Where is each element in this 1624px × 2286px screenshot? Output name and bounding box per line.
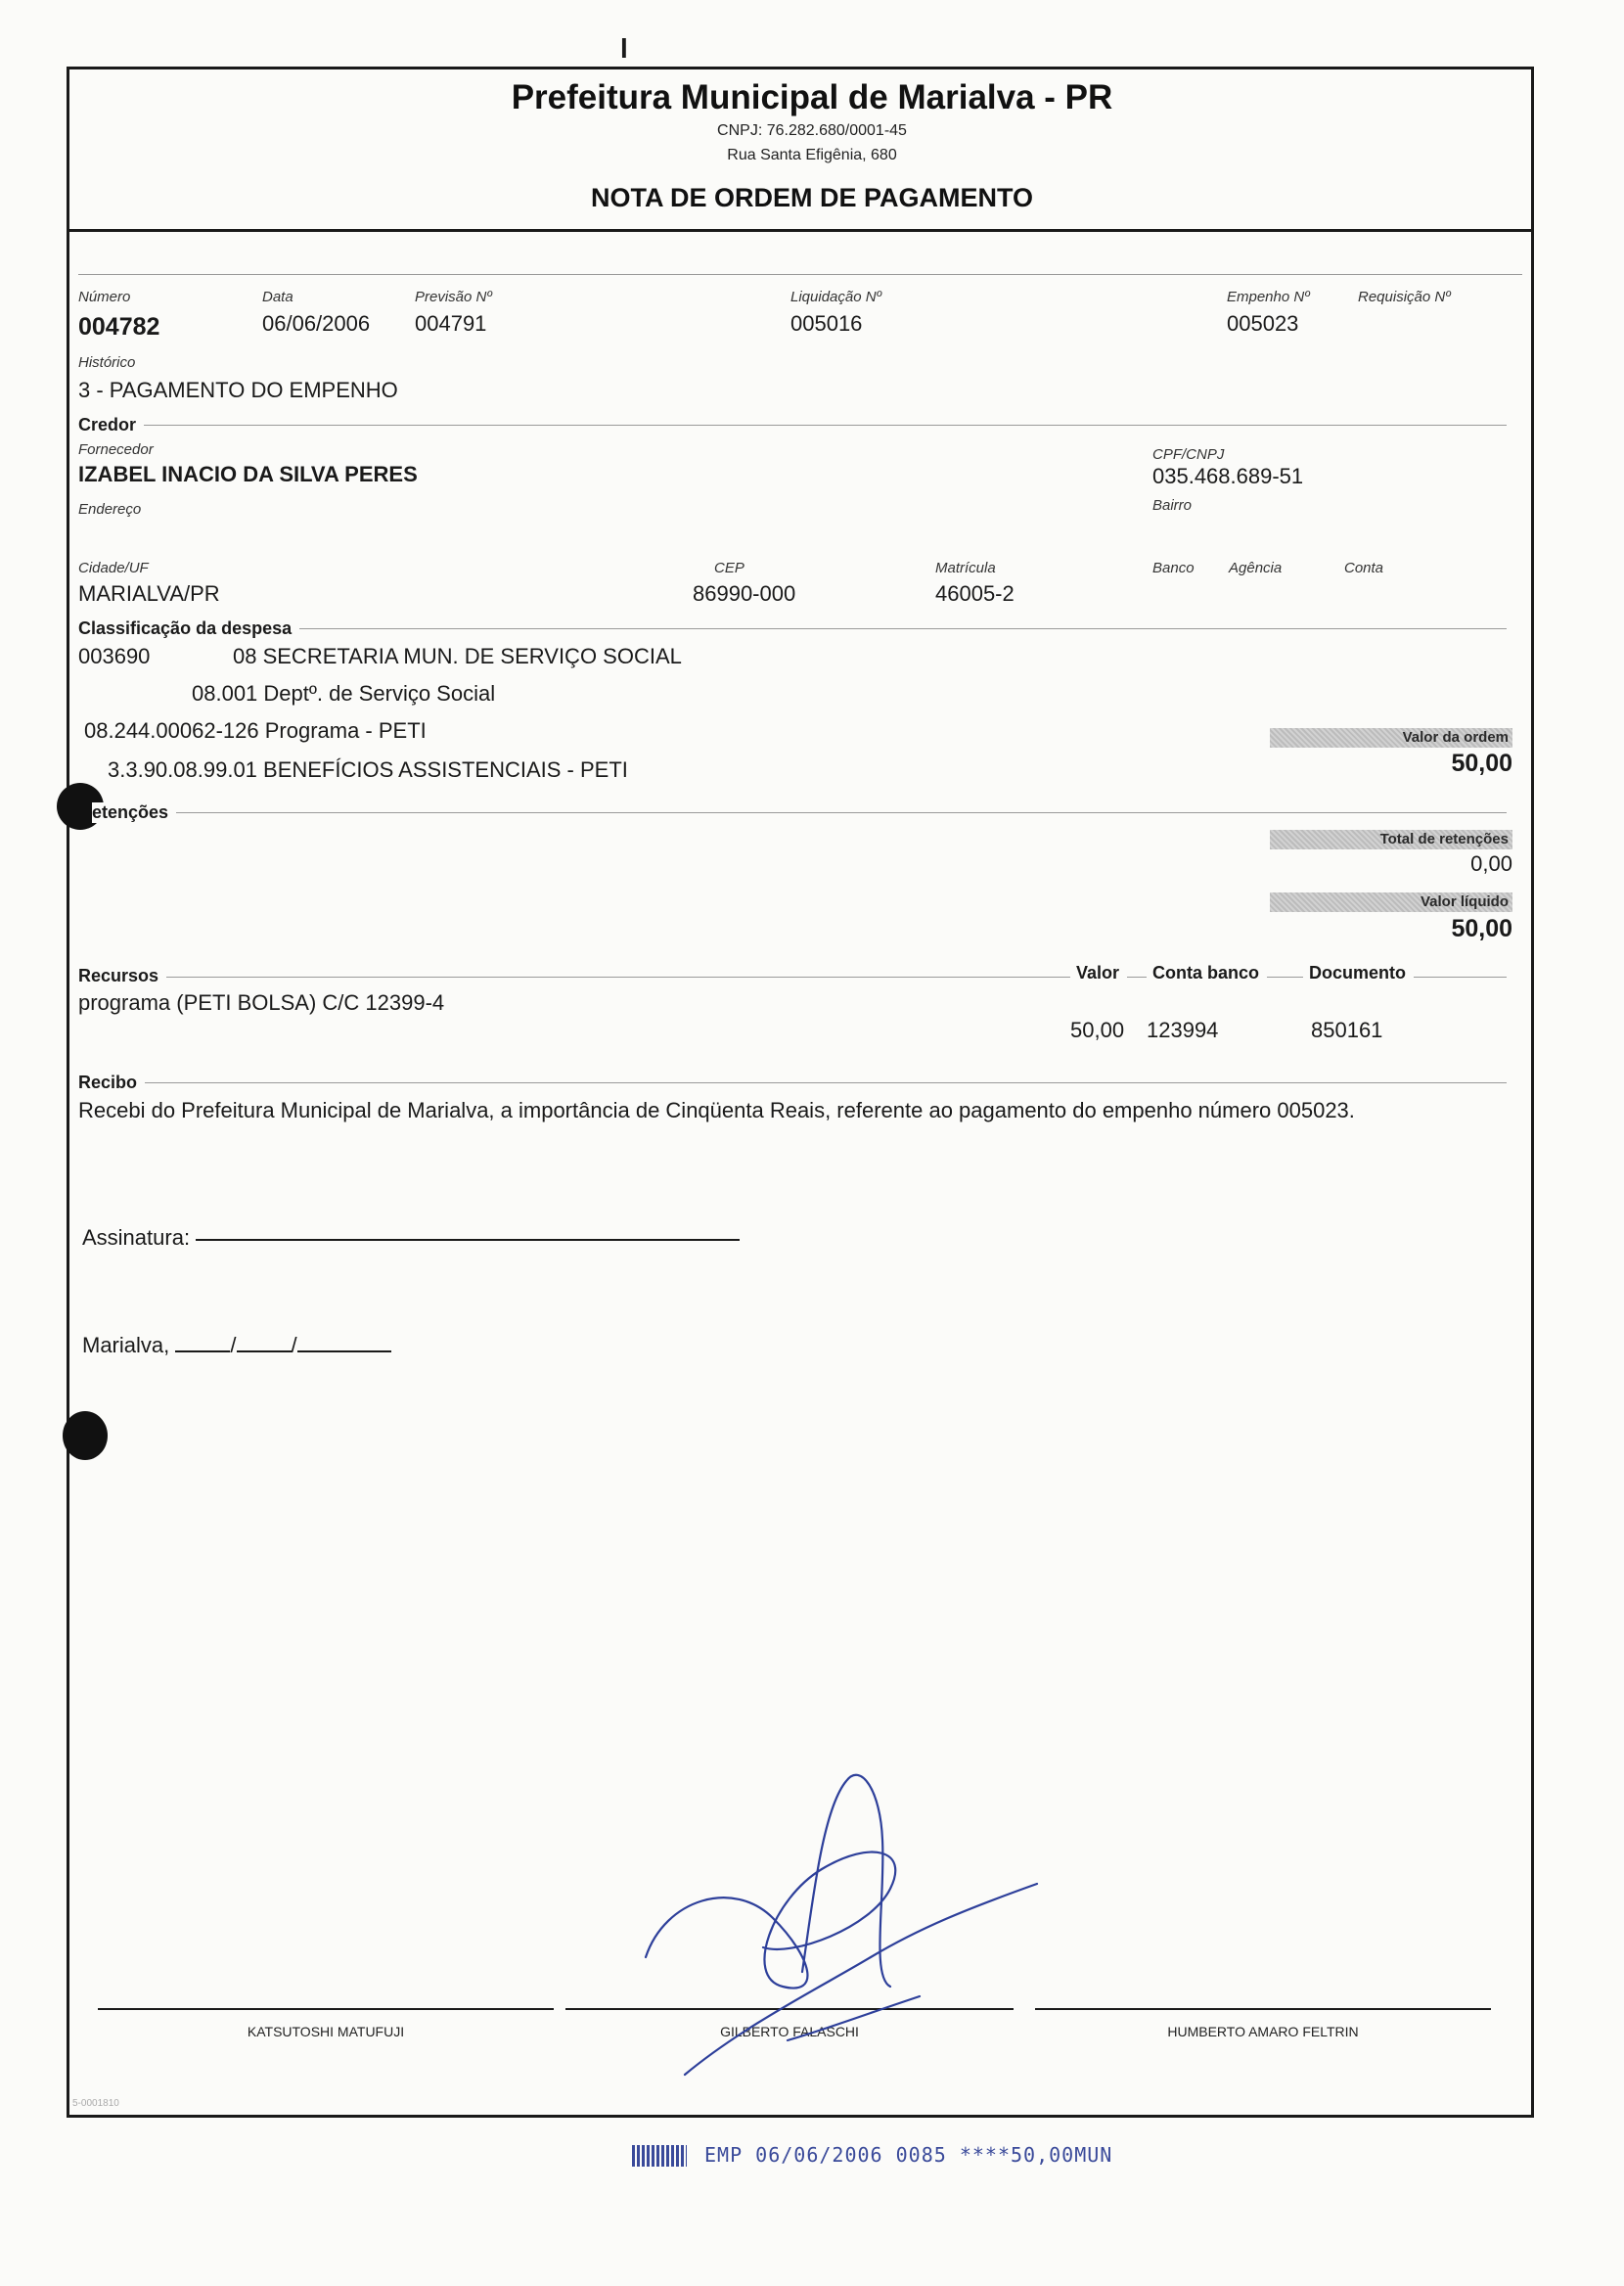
year-blank (297, 1329, 391, 1352)
valor-liquido-label: Valor líquido (1270, 892, 1512, 912)
signatory-1: KATSUTOSHI MATUFUJI (247, 2024, 405, 2039)
total-retencoes-label: Total de retenções (1270, 830, 1512, 849)
date-separator: / (230, 1333, 237, 1357)
recibo-section-title: Recibo (78, 1073, 145, 1093)
credor-section-title: Credor (78, 415, 144, 435)
numero-value: 004782 (78, 313, 160, 341)
matricula-label: Matrícula (935, 560, 996, 576)
bairro-label: Bairro (1152, 497, 1193, 514)
document-title: NOTA DE ORDEM DE PAGAMENTO (590, 183, 1033, 212)
departamento: 08.001 Deptº. de Serviço Social (192, 681, 496, 706)
valor-ordem-value: 50,00 (1451, 750, 1512, 777)
barcode-icon (632, 2145, 687, 2167)
cidade-value: MARIALVA/PR (78, 581, 220, 606)
assinatura-label: Assinatura: (82, 1225, 191, 1250)
historico-value: 3 - PAGAMENTO DO EMPENHO (78, 378, 398, 402)
elemento-despesa: 3.3.90.08.99.01 BENEFÍCIOS ASSISTENCIAIS - PETI (108, 757, 628, 782)
previsao-label: Previsão Nº (415, 289, 492, 305)
secretaria: 08 SECRETARIA MUN. DE SERVIÇO SOCIAL (233, 644, 682, 668)
recursos-documento: 850161 (1311, 1018, 1383, 1042)
valor-ordem-label: Valor da ordem (1270, 728, 1512, 748)
top-pen-mark: l (620, 33, 628, 64)
divider (78, 812, 1507, 813)
recursos-section-title: Recursos (78, 966, 166, 986)
divider (78, 274, 1522, 275)
endereco-label: Endereço (78, 501, 142, 518)
conta-label: Conta (1344, 560, 1384, 576)
liquidacao-label: Liquidação Nº (790, 289, 882, 305)
assinatura-line (196, 1239, 740, 1241)
matricula-value: 46005-2 (935, 581, 1015, 606)
header-divider (67, 229, 1534, 232)
empenho-value: 005023 (1227, 311, 1299, 336)
previsao-value: 004791 (415, 311, 487, 336)
requisicao-label: Requisição Nº (1358, 289, 1451, 305)
month-blank (237, 1329, 292, 1352)
divider (78, 977, 1507, 978)
cidade-label: Cidade/UF (78, 560, 149, 576)
divider (78, 425, 1507, 426)
recursos-valor-header: Valor (1070, 963, 1127, 983)
cep-value: 86990-000 (693, 581, 796, 606)
date-line (82, 1329, 391, 1358)
historico-label: Histórico (78, 354, 136, 371)
cep-label: CEP (714, 560, 744, 576)
recursos-descricao: programa (PETI BOLSA) C/C 12399-4 (78, 990, 445, 1015)
signature-line (1035, 2008, 1491, 2010)
recursos-documento-header: Documento (1303, 963, 1414, 983)
classificacao-code: 003690 (78, 644, 151, 668)
fornecedor-value: IZABEL INACIO DA SILVA PERES (78, 462, 418, 486)
cpf-label: CPF/CNPJ (1152, 446, 1225, 463)
punch-hole (63, 1411, 108, 1460)
signatory-2: GILBERTO FALASCHI (720, 2024, 859, 2039)
retencoes-section-title: etenções (92, 802, 176, 823)
empenho-label: Empenho Nº (1227, 289, 1310, 305)
date-separator: / (291, 1333, 297, 1357)
agencia-label: Agência (1229, 560, 1283, 576)
recibo-texto: Recebi do Prefeitura Municipal de Marialva, a importância de Cinqüenta Reais, referente ao pagamento do empenho número 005023. (78, 1098, 1355, 1122)
data-value: 06/06/2006 (262, 311, 371, 336)
total-retencoes-value: 0,00 (1470, 851, 1512, 876)
signatory-3: HUMBERTO AMARO FELTRIN (1167, 2024, 1359, 2039)
banco-label: Banco (1152, 560, 1195, 576)
valor-liquido-value: 50,00 (1451, 915, 1512, 942)
local-label: Marialva, (82, 1333, 170, 1357)
org-name: Prefeitura Municipal de Marialva - PR (511, 78, 1113, 116)
recursos-conta-banco-header: Conta banco (1147, 963, 1267, 983)
divider (78, 1082, 1507, 1083)
recursos-conta-banco: 123994 (1147, 1018, 1219, 1042)
programa: 08.244.00062-126 Programa - PETI (84, 718, 427, 743)
form-code: 5-0001810 (72, 2098, 119, 2109)
day-blank (175, 1329, 230, 1352)
data-label: Data (262, 289, 293, 305)
recursos-valor: 50,00 (1070, 1018, 1125, 1042)
mechanical-stamp: EMP 06/06/2006 0085 ****50,00MUN (704, 2143, 1113, 2167)
cpf-value: 035.468.689-51 (1152, 464, 1304, 488)
org-address: Rua Santa Efigênia, 680 (727, 147, 897, 163)
signature-line (98, 2008, 554, 2010)
fornecedor-label: Fornecedor (78, 441, 154, 458)
numero-label: Número (78, 289, 131, 305)
liquidacao-value: 005016 (790, 311, 863, 336)
classificacao-section-title: Classificação da despesa (78, 618, 299, 639)
org-cnpj: CNPJ: 76.282.680/0001-45 (717, 122, 907, 139)
handwritten-signature (626, 1752, 1057, 2114)
